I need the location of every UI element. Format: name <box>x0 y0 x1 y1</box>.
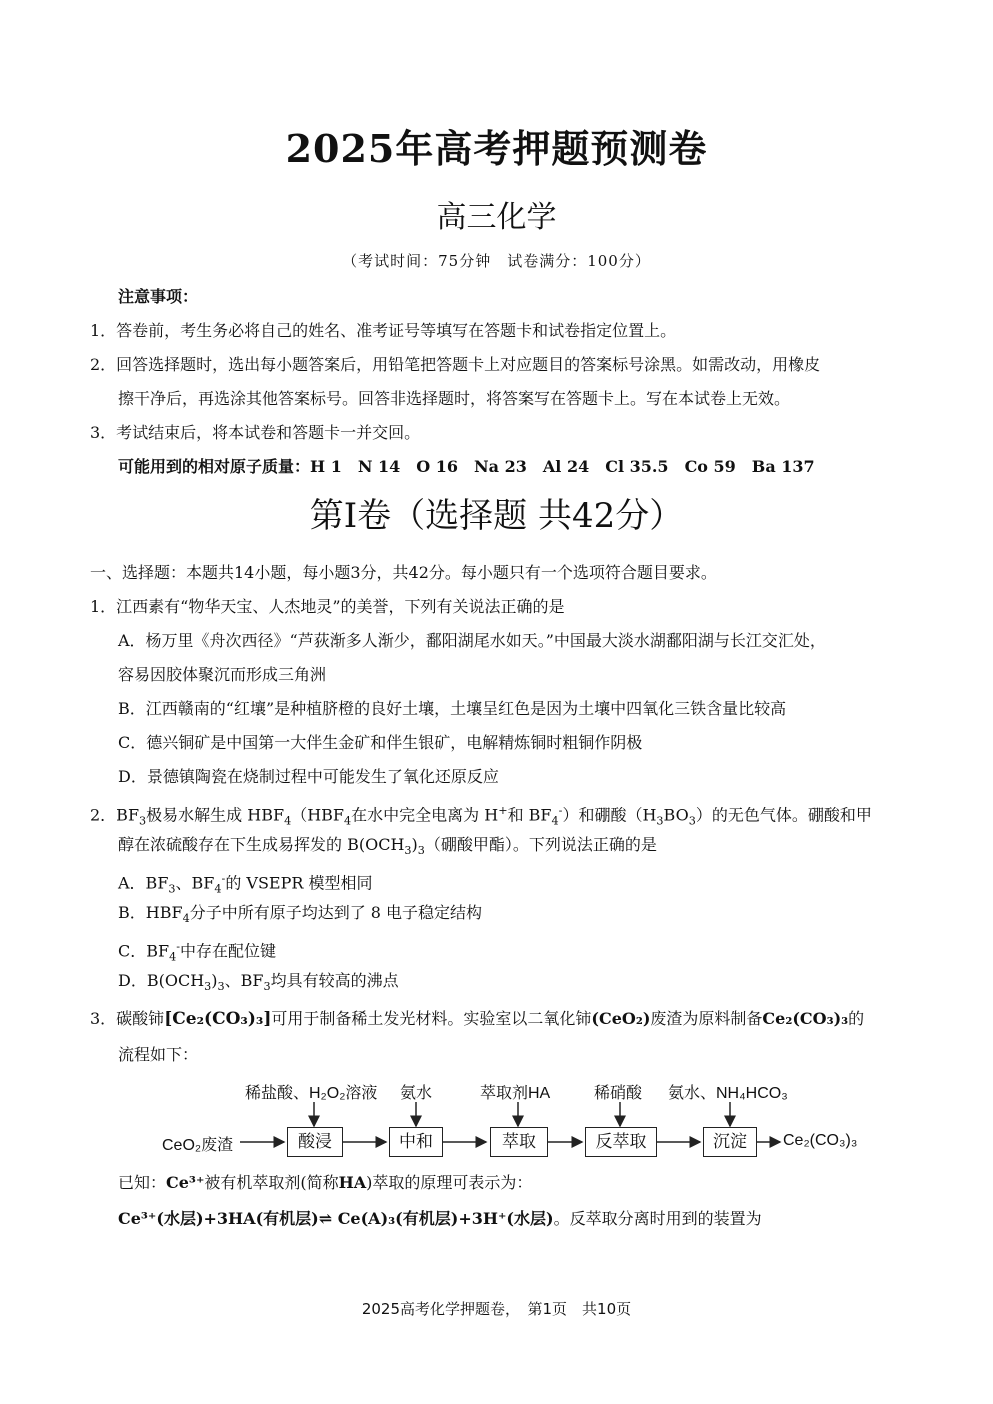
page-footer: 2025高考化学押题卷， 第1页 共10页 <box>361 1300 632 1318</box>
q1-option-b: B．江西赣南的“红壤”是种植脐橙的良好土壤，土壤呈红色是因为土壤中四氧化三铁含量比较高 <box>118 699 787 718</box>
exam-info: （考试时间：75分钟 试卷满分：100分） <box>342 252 651 270</box>
notes-item-1: 1．答卷前，考生务必将自己的姓名、准考证号等填写在答题卡和试卷指定位置上。 <box>90 321 677 340</box>
exam-title: 2025年高考押题预测卷 <box>285 126 708 171</box>
flow-start: CeO₂废渣 <box>162 1137 234 1154</box>
q2-stem-line-1: 2．$BF_3$极易水解生成 $HBF_4(HBF_4$在水中完全电离为 H+和 $BF_4^-$）和硼酸$(H_3BO_3)$的无色气体。硼酸和甲 <box>90 804 872 828</box>
q1-option-a-line-2: 容易因胶体聚沉而形成三角洲 <box>118 665 327 684</box>
flow-step-extract: 萃取 <box>490 1127 548 1157</box>
flow-step-precipitate: 沉淀 <box>703 1127 757 1157</box>
q3-known: 已知：Ce³⁺被有机萃取剂(简称HA)萃取的原理可表示为： <box>118 1173 533 1192</box>
q3-equation: Ce³⁺(水层)+3HA(有机层)⇌ Ce(A)₃(有机层)+3H⁺(水层)。反萃取分离时用到的装置为 <box>118 1209 762 1228</box>
exam-subject: 高三化学 <box>436 200 557 235</box>
q1-option-d: D．景德镇陶瓷在烧制过程中可能发生了氧化还原反应 <box>118 767 499 786</box>
q1-option-c: C．德兴铜矿是中国第一大伴生金矿和伴生银矿，电解精炼铜时粗铜作阴极 <box>118 733 643 752</box>
q2-option-a: A．$BF_3$、$BF_4^-$的 VSEPR 模型相同 <box>118 872 373 896</box>
q2-option-b: B．$HBF_4$分子中所有原子均达到了 8 电子稳定结构 <box>118 903 483 926</box>
flow-reagent-2: 氨水 <box>400 1085 433 1102</box>
q3-stem-line-2: 流程如下： <box>118 1045 199 1064</box>
flow-step-back-extract: 反萃取 <box>585 1127 657 1157</box>
notes-item-3: 3．考试结束后，将本试卷和答题卡一并交回。 <box>90 423 421 442</box>
flow-reagent-5: 氨水、NH₄HCO₃ <box>668 1085 788 1102</box>
section-instruction: 一、选择题：本题共14小题，每小题3分，共42分。每小题只有一个选项符合题目要求。 <box>90 563 717 582</box>
notes-item-2-line-1: 2．回答选择题时，选出每小题答案后，用铅笔把答题卡上对应题目的答案标号涂黑。如需改动，用橡皮 <box>90 355 821 374</box>
notes-heading: 注意事项： <box>118 287 199 306</box>
q1-stem: 1．江西素有“物华天宝、人杰地灵”的美誉，下列有关说法正确的是 <box>90 597 565 616</box>
q2-stem-line-2: 醇在浓硫酸存在下生成易挥发的 $B(OCH_3)_3$（硼酸甲酯）。下列说法正确的是 <box>118 835 657 858</box>
flow-reagent-1: 稀盐酸、H₂O₂溶液 <box>245 1085 378 1102</box>
flow-reagent-3: 萃取剂HA <box>480 1085 551 1102</box>
atomic-masses: 可能用到的相对原子质量：H 1 N 14 O 16 Na 23 Al 24 Cl 35.5 Co 59 Ba 137 <box>118 457 815 476</box>
notes-item-2-line-2: 擦干净后，再选涂其他答案标号。回答非选择题时，将答案写在答题卡上。写在本试卷上无效。 <box>118 389 791 408</box>
flow-step-neutralize: 中和 <box>389 1127 443 1157</box>
flow-end: Ce₂(CO₃)₃ <box>783 1132 858 1149</box>
q2-option-c: C．$BF_4^-$中存在配位键 <box>118 940 277 964</box>
flow-step-acid-leach: 酸浸 <box>287 1127 343 1157</box>
q2-option-d: D．$B(OCH_3)_3$、$BF_3$均具有较高的沸点 <box>118 971 399 994</box>
section-title: 第I卷（选择题 共42分） <box>309 496 684 536</box>
flow-reagent-4: 稀硝酸 <box>594 1085 643 1102</box>
q1-option-a-line-1: A．杨万里《舟次西径》“芦荻渐多人渐少，鄱阳湖尾水如天。”中国最大淡水湖鄱阳湖与长江交汇处， <box>118 631 826 650</box>
q3-stem-line-1: 3．碳酸铈[Ce₂(CO₃)₃]可用于制备稀土发光材料。实验室以二氧化铈(CeO₂)废渣为原料制备Ce₂(CO₃)₃的 <box>90 1009 865 1029</box>
